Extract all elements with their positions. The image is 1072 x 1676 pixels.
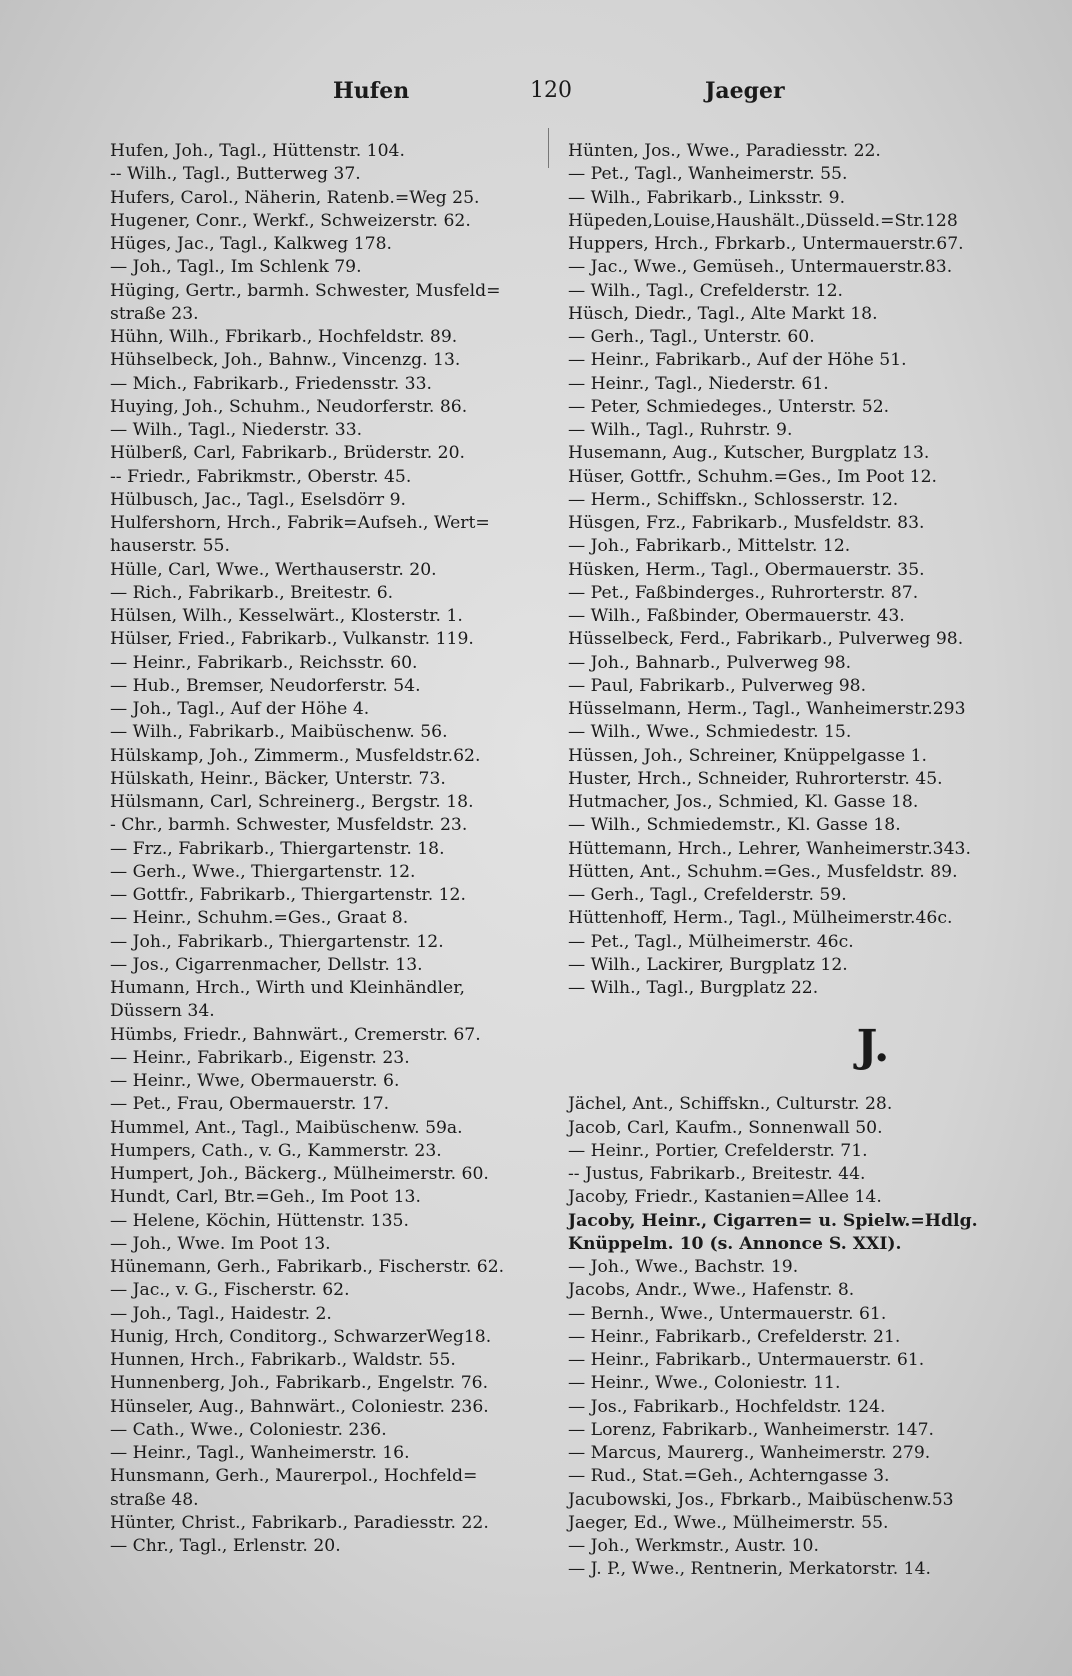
directory-entry: — Joh., Tagl., Haidestr. 2. [110,1303,332,1324]
directory-entry: Knüppelm. 10 (s. Annonce S. XXI). [568,1233,902,1254]
directory-entry: hauserstr. 55. [110,536,230,557]
directory-entry: — Jac., Wwe., Gemüseh., Untermauerstr.83. [568,257,953,278]
directory-entry: Huying, Joh., Schuhm., Neudorferstr. 86. [110,396,468,417]
directory-entry: — Herm., Schiffskn., Schlosserstr. 12. [568,489,899,510]
directory-entry: Jacubowski, Jos., Fbrkarb., Maibüschenw.53 [568,1489,954,1510]
directory-entry: -- Wilh., Tagl., Butterweg 37. [110,164,361,185]
directory-entry: — Wilh., Tagl., Burgplatz 22. [568,978,819,998]
directory-entry: — Joh., Tagl., Auf der Höhe 4. [110,699,370,719]
directory-entry: — Heinr., Wwe., Coloniestr. 11. [568,1373,841,1394]
directory-entry: — Chr., Tagl., Erlenstr. 20. [110,1536,341,1556]
directory-entry: — Lorenz, Fabrikarb., Wanheimerstr. 147. [568,1419,935,1440]
directory-entry: — Wilh., Tagl., Crefelderstr. 12. [568,280,844,301]
directory-entry: Hüsselbeck, Ferd., Fabrikarb., Pulverweg 98. [568,629,964,650]
directory-entry: — Helene, Köchin, Hüttenstr. 135. [110,1210,409,1231]
directory-entry: Jacoby, Friedr., Kastanien=Allee 14. [568,1187,882,1208]
directory-entry: straße 48. [110,1489,199,1510]
directory-entry: Hüsch, Diedr., Tagl., Alte Markt 18. [568,303,878,324]
directory-entry: — Heinr., Schuhm.=Ges., Graat 8. [110,908,409,929]
directory-entry: — Peter, Schmiedeges., Unterstr. 52. [568,396,890,417]
directory-entry: Hülskath, Heinr., Bäcker, Unterstr. 73. [110,768,446,789]
directory-entry: — Joh., Fabrikarb., Mittelstr. 12. [568,536,851,557]
directory-entry: — Joh., Tagl., Im Schlenk 79. [110,257,362,278]
directory-entry: — Gerh., Wwe., Thiergartenstr. 12. [110,861,416,882]
directory-entry: — Wilh., Wwe., Schmiedestr. 15. [568,722,852,743]
directory-entry: — Jos., Cigarrenmacher, Dellstr. 13. [110,954,423,975]
directory-entry: Hugener, Conr., Werkf., Schweizerstr. 62. [110,210,471,231]
directory-entry: Hünter, Christ., Fabrikarb., Paradiesstr. 22. [110,1512,489,1533]
directory-entry: Hünemann, Gerh., Fabrikarb., Fischerstr. 62. [110,1257,505,1277]
directory-entry: — Heinr., Fabrikarb., Eigenstr. 23. [110,1047,410,1068]
directory-entry: straße 23. [110,303,199,324]
directory-entry: Huster, Hrch., Schneider, Ruhrorterstr. 45. [568,768,943,789]
directory-entry: Jacoby, Heinr., Cigarren= u. Spielw.=Hdlg. [568,1210,978,1231]
directory-entry: — Joh., Werkmstr., Austr. 10. [568,1536,819,1556]
directory-entry: Hünseler, Aug., Bahnwärt., Coloniestr. 236. [110,1396,489,1417]
directory-entry: — Pet., Frau, Obermauerstr. 17. [110,1094,390,1115]
directory-entry: — Heinr., Tagl., Niederstr. 61. [568,373,829,394]
directory-entry: — Paul, Fabrikarb., Pulverweg 98. [568,675,867,696]
directory-entry: -- Justus, Fabrikarb., Breitestr. 44. [568,1164,866,1184]
directory-entry: — Rud., Stat.=Geh., Achterngasse 3. [568,1466,890,1487]
directory-entry: — Heinr., Portier, Crefelderstr. 71. [568,1140,868,1161]
directory-entry: Hüttenhoff, Herm., Tagl., Mülheimerstr.46c. [568,908,953,929]
directory-entry: — Joh., Bahnarb., Pulverweg 98. [568,652,852,673]
directory-entry: — Joh., Wwe. Im Poot 13. [110,1233,331,1254]
directory-entry: Hufen, Joh., Tagl., Hüttenstr. 104. [110,141,405,161]
directory-entry: — Heinr., Fabrikarb., Auf der Höhe 51. [568,350,907,371]
directory-entry: — Pet., Tagl., Mülheimerstr. 46c. [568,931,854,952]
directory-entry: Düssern 34. [110,1001,215,1022]
right-column-h-entries [568,140,1008,1000]
directory-entry: Hunig, Hrch, Conditorg., SchwarzerWeg18. [110,1326,492,1347]
directory-entry: Hülser, Fried., Fabrikarb., Vulkanstr. 119. [110,629,474,650]
directory-entry: Hühn, Wilh., Fbrikarb., Hochfeldstr. 89. [110,327,458,347]
directory-entry: — Jos., Fabrikarb., Hochfeldstr. 124. [568,1396,886,1417]
directory-entry: Hünten, Jos., Wwe., Paradiesstr. 22. [568,141,881,161]
directory-entry: Jacob, Carl, Kaufm., Sonnenwall 50. [568,1117,883,1138]
directory-entry: Hüges, Jac., Tagl., Kalkweg 178. [110,234,393,254]
left-column [110,140,540,1558]
directory-entry: Jaeger, Ed., Wwe., Mülheimerstr. 55. [568,1512,889,1533]
directory-entry: Hufers, Carol., Näherin, Ratenb.=Weg 25. [110,187,480,208]
directory-entry: — Heinr., Wwe, Obermauerstr. 6. [110,1071,400,1091]
directory-entry: — Gerh., Tagl., Unterstr. 60. [568,327,815,347]
directory-entry: Hütten, Ant., Schuhm.=Ges., Musfeldstr. 89. [568,861,958,882]
right-column [568,140,1008,1582]
directory-entry: Hunnen, Hrch., Fabrikarb., Waldstr. 55. [110,1350,456,1370]
directory-entry: — Hub., Bremser, Neudorferstr. 54. [110,675,421,696]
header-right-keyword: Jaeger [705,78,785,104]
directory-entry: — Marcus, Maurerg., Wanheimerstr. 279. [568,1443,931,1463]
directory-entry: Hümbs, Friedr., Bahnwärt., Cremerstr. 67. [110,1024,481,1045]
directory-entry: Hundt, Carl, Btr.=Geh., Im Poot 13. [110,1187,421,1208]
directory-entry: Hüser, Gottfr., Schuhm.=Ges., Im Poot 12. [568,466,937,487]
directory-entry: - Chr., barmh. Schwester, Musfeldstr. 23. [110,815,468,836]
directory-entry: Hüttemann, Hrch., Lehrer, Wanheimerstr.343. [568,838,971,859]
directory-entry: Hühselbeck, Joh., Bahnw., Vincenzg. 13. [110,350,461,371]
directory-entry: Hüging, Gertr., barmh. Schwester, Musfeld= [110,280,501,301]
directory-entry: — Pet., Tagl., Wanheimerstr. 55. [568,164,848,185]
directory-entry: — Wilh., Faßbinder, Obermauerstr. 43. [568,606,905,626]
directory-entry: Hüpeden,Louise,Haushält.,Düsseld.=Str.128 [568,210,958,231]
directory-entry: Humann, Hrch., Wirth und Kleinhändler, [110,978,466,998]
directory-entry: — Heinr., Fabrikarb., Reichsstr. 60. [110,652,418,673]
directory-entry: Hummel, Ant., Tagl., Maibüschenw. 59a. [110,1117,463,1138]
directory-entry: Hülsmann, Carl, Schreinerg., Bergstr. 18. [110,792,474,812]
directory-entry: — Wilh., Tagl., Ruhrstr. 9. [568,420,793,440]
directory-entry: — Gerh., Tagl., Crefelderstr. 59. [568,885,847,905]
directory-entry: Humpers, Cath., v. G., Kammerstr. 23. [110,1140,442,1161]
directory-entry: Hüssen, Joh., Schreiner, Knüppelgasse 1. [568,745,927,766]
directory-entry: Huppers, Hrch., Fbrkarb., Untermauerstr.67. [568,234,964,254]
directory-entry: Hunsmann, Gerh., Maurerpol., Hochfeld= [110,1466,478,1487]
directory-entry: — Bernh., Wwe., Untermauerstr. 61. [568,1303,887,1324]
directory-entry: Humpert, Joh., Bäckerg., Mülheimerstr. 60. [110,1164,489,1184]
directory-entry: — Joh., Fabrikarb., Thiergartenstr. 12. [110,931,444,952]
directory-entry: Hülbusch, Jac., Tagl., Eselsdörr 9. [110,489,406,510]
directory-entry: — Wilh., Tagl., Niederstr. 33. [110,420,363,440]
directory-entry: — Rich., Fabrikarb., Breitestr. 6. [110,582,394,603]
directory-entry: Hülle, Carl, Wwe., Werthauserstr. 20. [110,559,437,580]
page-header [0,78,1072,118]
directory-entry: Hüsgen, Frz., Fabrikarb., Musfeldstr. 83. [568,513,925,533]
directory-entry: — Jac., v. G., Fischerstr. 62. [110,1280,350,1301]
directory-entry: — Cath., Wwe., Coloniestr. 236. [110,1419,387,1440]
page-number: 120 [530,78,572,103]
directory-entry: Hunnenberg, Joh., Fabrikarb., Engelstr. 76. [110,1373,489,1394]
directory-entry: Husemann, Aug., Kutscher, Burgplatz 13. [568,443,930,464]
directory-entry: Hüsselmann, Herm., Tagl., Wanheimerstr.293 [568,699,966,719]
directory-entry: — Gottfr., Fabrikarb., Thiergartenstr. 12. [110,885,466,905]
directory-entry: — Heinr., Tagl., Wanheimerstr. 16. [110,1443,410,1463]
header-left-keyword: Hufen [333,78,410,104]
column-divider [548,128,549,168]
directory-entry: — Frz., Fabrikarb., Thiergartenstr. 18. [110,838,445,859]
directory-entry: Hüsken, Herm., Tagl., Obermauerstr. 35. [568,559,925,580]
directory-entry: — Wilh., Lackirer, Burgplatz 12. [568,954,848,975]
directory-entry: Hulfershorn, Hrch., Fabrik=Aufseh., Wert= [110,513,490,533]
directory-entry: Jacobs, Andr., Wwe., Hafenstr. 8. [568,1280,855,1301]
directory-entry: — Mich., Fabrikarb., Friedensstr. 33. [110,373,433,394]
directory-entry: Hülskamp, Joh., Zimmerm., Musfeldstr.62. [110,745,481,766]
directory-entry: — Heinr., Fabrikarb., Crefelderstr. 21. [568,1326,901,1347]
directory-entry: — Wilh., Fabrikarb., Maibüschenw. 56. [110,722,448,743]
directory-entry: — Joh., Wwe., Bachstr. 19. [568,1257,799,1277]
directory-entry: Jächel, Ant., Schiffskn., Culturstr. 28. [568,1094,893,1115]
directory-entry: Hutmacher, Jos., Schmied, Kl. Gasse 18. [568,792,919,812]
directory-entry: — Wilh., Schmiedemstr., Kl. Gasse 18. [568,815,901,836]
directory-entry: Hülberß, Carl, Fabrikarb., Brüderstr. 20. [110,443,466,464]
directory-entry: — Heinr., Fabrikarb., Untermauerstr. 61. [568,1350,925,1370]
directory-entry: — J. P., Wwe., Rentnerin, Merkatorstr. 14. [568,1559,932,1580]
section-letter-j: J. [856,1021,890,1073]
directory-entry: -- Friedr., Fabrikmstr., Oberstr. 45. [110,466,412,487]
right-column-j-entries [568,1093,1008,1581]
directory-entry: Hülsen, Wilh., Kesselwärt., Klosterstr. 1. [110,606,463,626]
directory-entry: — Pet., Faßbinderges., Ruhrorterstr. 87. [568,582,919,603]
directory-entry: — Wilh., Fabrikarb., Linksstr. 9. [568,187,846,208]
